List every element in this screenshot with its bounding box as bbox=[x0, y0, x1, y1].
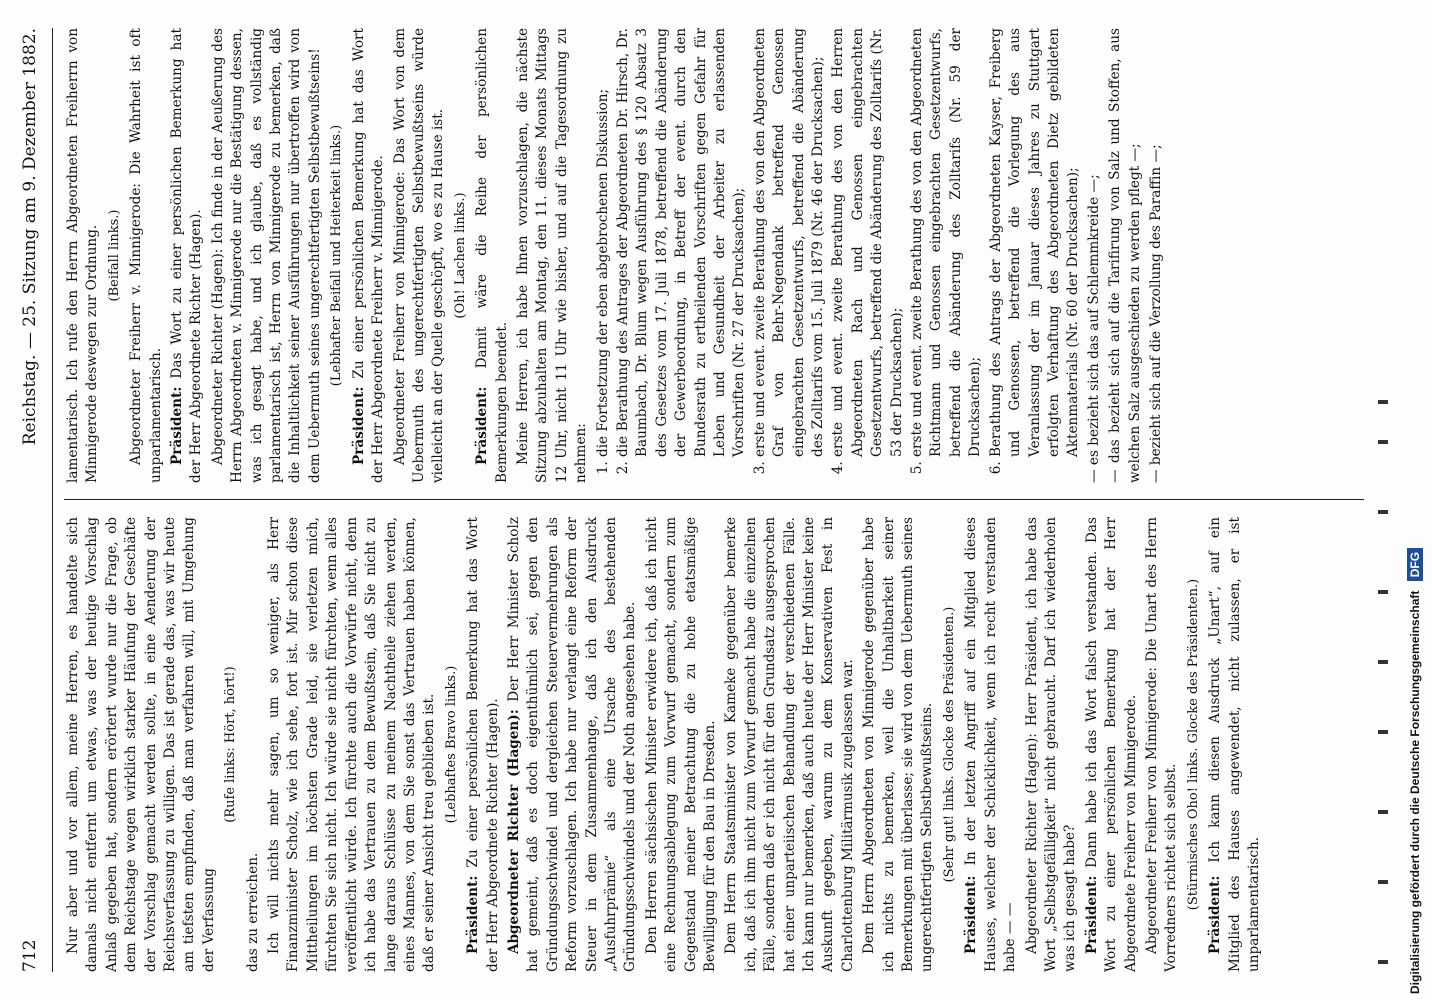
paragraph-text: lamentarisch. Ich rufe den Herrn Abgeordneten Freiherrn von Minnigerode deswegen zur Ordnung. bbox=[65, 28, 101, 483]
scan-edge-marks bbox=[1378, 400, 1390, 1000]
paragraph-text: Abgeordneter Richter (Hagen): Herr Präsident, ich habe das Wort „Selbstgefälligkeit“ nicht gebraucht. Darf ich wiederholen was ich gesagt habe? bbox=[1023, 517, 1079, 972]
paragraph bbox=[127, 28, 166, 483]
speaker-label: Abgeordneter Richter (Hagen): bbox=[505, 709, 522, 954]
dfg-logo: DFG bbox=[1407, 548, 1423, 581]
speaker-label: Präsident: bbox=[350, 386, 367, 465]
paragraph-text: das zu erreichen. bbox=[244, 852, 261, 972]
paragraph bbox=[1106, 28, 1145, 483]
paragraph bbox=[64, 517, 219, 972]
speaker-label: Präsident: bbox=[1083, 875, 1100, 954]
stage-direction: (Beifall links.) bbox=[106, 209, 122, 302]
paragraph bbox=[1083, 517, 1141, 972]
paragraph bbox=[168, 28, 207, 483]
speaker-label: Präsident: bbox=[963, 875, 980, 954]
paragraph-text: — es bezieht sich das auf Schlemmkreide —; bbox=[1085, 174, 1102, 483]
paragraph-text: Meine Herren, ich habe Ihnen vorzuschlagen, die nächste Sitzung abzuhalten am Montag, den 11. dieses Monats Mittags 12 Uhr, nicht 11 Uhr wie bisher, und auf die Tagesordnung zu nehmen: bbox=[514, 28, 590, 483]
agenda-item: 5. erste und event. zweite Berathung des von den Abgeordneten Richtmann und Genossen eingebrachten Gesetzentwurfs, betreffend die Abänderung des Zolltarifs (Nr. 59 der Drucksachen); bbox=[908, 28, 986, 457]
stage-direction: (Sehr gut! links. Glocke des Präsidenten.) bbox=[941, 606, 957, 883]
speaker-label: Präsident: bbox=[474, 386, 491, 465]
page-header bbox=[8, 28, 52, 972]
paragraph bbox=[473, 28, 512, 483]
paragraph bbox=[860, 517, 938, 972]
paragraph bbox=[1147, 28, 1166, 483]
paragraph bbox=[722, 517, 858, 972]
paragraph-text: — das bezieht sich auf die Tarifirung von Salz und Stoffen, aus welchen Salz ausgeschieden zu werden pflegt —; bbox=[1107, 28, 1143, 483]
stage-direction: (Lebhafter Beifall und Heiterkeit links.) bbox=[329, 124, 345, 387]
paragraph-text: In der letzten Angriff auf ein Mitglied dieses Hauses, welcher der Schicklichkeit, wenn ich recht verstanden habe — — bbox=[963, 517, 1019, 972]
paragraph-text: Abgeordneter Freiherr von Minnigerode: Die Unart des Herrn Vorredners richtet sich selbst. bbox=[1143, 517, 1180, 972]
paragraph-text: Das Wort zu einer persönlichen Bemerkung hat der Herr Abgeordnete Richter (Hagen). bbox=[169, 28, 205, 483]
page-number: 712 bbox=[20, 939, 40, 972]
stage-direction: (Oh! Lachen links.) bbox=[452, 192, 468, 319]
paragraph-text: Damit wäre die Reihe der persönlichen Bemerkungen beendet. bbox=[474, 28, 510, 483]
paragraph-text: Der Herr Minister Scholz hat gemeint, daß es doch eigenthümlich sei, gegen den Gründungsschwindel und dergleichen Steuervermehrungen als Reform vorzuschlagen. Ich habe nur verlangt eine Reform der Steuer in dem Zusammenhange, daß ich den Ausdruck „Ausfuhrprämie“ als eine Ursache des bestehenden Gründungsschwindels und der Noth angesehen habe. bbox=[505, 517, 639, 972]
header-rule bbox=[52, 28, 53, 972]
paragraph-text: Abgeordneter Freiherr v. Minnigerode: Die Wahrheit ist oft unparlamentarisch. bbox=[128, 28, 164, 483]
agenda-item: 1. die Fortsetzung der eben abgebrochenen Diskussion; bbox=[594, 28, 613, 457]
credit-text: Digitalisierung gefördert durch die Deutsche Forschungsgemeinschaft bbox=[1408, 590, 1422, 994]
paragraph-text: Zu einer persönlichen Bemerkung hat das Wort der Herr Abgeordnete Richter (Hagen). bbox=[465, 517, 501, 972]
paragraph bbox=[350, 28, 389, 483]
digitization-credit bbox=[1400, 4, 1430, 994]
paragraph bbox=[1206, 517, 1264, 972]
agenda-list bbox=[594, 28, 1084, 483]
credit-line bbox=[1400, 4, 1430, 994]
paragraph-text: — bezieht sich auf die Verzollung des Paraffin —; bbox=[1147, 144, 1164, 483]
paragraph bbox=[1085, 28, 1104, 483]
stage-direction: (Rufe links: Hört, hört!) bbox=[223, 666, 239, 823]
paragraph bbox=[209, 28, 325, 483]
agenda-item: 3. erste und event. zweite Berathung des von den Abgeordneten Graf von Behr-Negendank betreffend Genossen eingebrachten Gesetzentwurfs, betreffend die Abänderung des Zolltarifs vom 15. Juli 1879 (Nr. 46 der Drucksachen); bbox=[751, 28, 829, 457]
paragraph-text: Nur aber und vor allem, meine Herren, es handelte sich damals nicht entfernt um etwas, was der heutige Vorschlag Anlaß gegeben hat, sondern erörtert wurde nur die Frage, ob dem Reichstage wegen wirklich starker Häufung der Geschäfte der Vorschlag gemacht werden sollte, in eine Aenderung der Reichsverfassung zu willigen. Das ist gerade das, was wir heute am tiefsten empfinden, daß man verfahren will, mit Umgehung der Verfassung bbox=[65, 517, 217, 972]
text-column-left bbox=[64, 517, 1374, 972]
paragraph bbox=[643, 517, 721, 972]
paragraph bbox=[1023, 517, 1081, 972]
speaker-label: Präsident: bbox=[465, 875, 482, 954]
paragraph bbox=[514, 28, 592, 483]
speaker-label: Präsident: bbox=[1207, 875, 1224, 954]
paragraph-text: Ich kann diesen Ausdruck „Unart“, auf ein Mitglied des Hauses angewendet, nicht zulassen, er ist unparlamentarisch. bbox=[1207, 517, 1262, 972]
paragraph-text: Den Herren sächsischen Minister erwidere ich, daß ich nicht eine Rechnungsablegung zum Vorwurf gemacht, sondern zum Gegenstand meiner Betrachtung die zu hohe etatsmäßige Bewilligung für den Bau in Dresden. bbox=[643, 517, 718, 972]
running-title: Reichstag. — 25. Sitzung am 9. Dezember 1882. bbox=[20, 28, 40, 446]
paragraph bbox=[265, 517, 440, 972]
paragraph-text: Zu einer persönlichen Bemerkung hat das Wort der Herr Abgeordnete Freiherr v. Minnigerode. bbox=[350, 28, 387, 483]
paragraph bbox=[391, 28, 449, 483]
paragraph bbox=[64, 28, 103, 483]
paragraph bbox=[464, 517, 503, 972]
paragraph-text: Abgeordneter Richter (Hagen): Ich finde in der Aeußerung des Herrn Abgeordneten v. Minnigerode nur die Bestätigung dessen, was ich gesagt habe, und ich glaube, daß es vollständig parlamentarisch ist, Herrn von Minnigerode zu bemerken, daß die Inhaltlichkeit seiner Ausführungen nur übertroffen wird von dem Uebermuth seines ungerechtfertigten Selbstbewußtseins! bbox=[209, 28, 323, 483]
paragraph-text: Ich will nichts mehr sagen, um so weniger, als Herr Finanzminister Scholz, wie ich sehe, fort ist. Mir schon diese Mittheilungen im höchsten Grade leid, sie verletzen mich, fürchten Sie sich nicht. Ich würde sie nicht fürchten, wenn alles veröffentlicht würde. Ich fürchte auch die Vorwürfe nicht, denn ich habe das Vertrauen zu dem Bewußtsein, daß Sie nicht zu lange daraus Schlüsse zu meinem Nachtheile ziehen werden, eines Mannes, von dem Sie sonst das Vertrauen haben können, daß er seiner Ansicht treu geblieben ist. bbox=[266, 517, 438, 972]
agenda-item: 4. erste und event. zweite Berathung des von den Herren Abgeordneten Rach und Genossen eingebrachten Gesetzentwurfs, betreffend die Abänderung des Zolltarifs (Nr. 53 der Drucksachen); bbox=[829, 28, 907, 457]
paragraph bbox=[244, 517, 263, 972]
paragraph bbox=[505, 517, 641, 972]
paragraph-text: Dem Herrn Abgeordneten von Minnigerode gegenüber habe ich nichts zu bemerken, weil die Unhaltbarkeit seiner Bemerkungen mit überlasse; sie wird von dem Uebermuth seines ungerechtfertigten Selbstbewußtseins. bbox=[861, 517, 936, 972]
speaker-label: Präsident: bbox=[169, 386, 186, 465]
agenda-item: 2. die Berathung des Antrages der Abgeordneten Dr. Hirsch, Dr. Baumbach, Dr. Blum wegen Ausführung des § 120 Absatz 3 des Gesetzes vom 17. Juli 1878, betreffend die Abänderung der Gewerbeordnung, in Betreff der event. durch den Bundesrath zu ertheilenden Vorschriften gegen Gefahr für Leben und Gesundheit der Arbeiter zu erlassenden Vorschriften (Nr. 27 der Drucksachen); bbox=[614, 28, 750, 457]
paragraph-text: Abgeordneter Freiherr von Minnigerode: Das Wort von dem Uebermuth des ungerechtfertigten Selbstbewußtseins würde vielleicht an der Quelle geschöpft, wo es zu Hause ist. bbox=[391, 28, 447, 483]
paragraph-text: Dem Herrn Staatsminister von Kameke gegenüber bemerke ich, daß ich ihm nicht zum Vorwurf gemacht habe die einzelnen Fälle, sondern daß er ich nicht für den Grundsatz ausgesprochen hat einer unparteiischen Behandlung der verschiedenen Fälle. Ich kann nur bemerken, daß auch heute der Herr Minister keine Auskunft gegeben, warum zu dem Konservativen Fest in Charlottenburg Militärmusik zugelassen war. bbox=[723, 517, 856, 972]
text-column-right bbox=[64, 28, 1374, 483]
agenda-item: 6. Berathung des Antrags der Abgeordneten Kayser, Freiberg und Genossen, betreffend die Vorlegung des aus Veranlassung der im Januar dieses Jahres zu Stuttgart erfolgten Verhaftung des Abgeordneten Dietz gebildeten Aktenmaterials (Nr. 60 der Drucksachen); bbox=[987, 28, 1084, 457]
paragraph bbox=[1143, 517, 1182, 972]
paragraph bbox=[962, 517, 1020, 972]
stage-direction: (Lebhaftes Bravo links.) bbox=[443, 665, 459, 824]
paragraph-text: Dann habe ich das Wort falsch verstanden. Das Wort zu einer persönlichen Bemerkung hat der Herr Abgeordnete Freiherr von Minnigerode. bbox=[1083, 517, 1139, 972]
stage-direction: (Stürmisches Oho! links. Glocke des Präsidenten.) bbox=[1185, 578, 1201, 911]
column-separator bbox=[64, 499, 1364, 500]
